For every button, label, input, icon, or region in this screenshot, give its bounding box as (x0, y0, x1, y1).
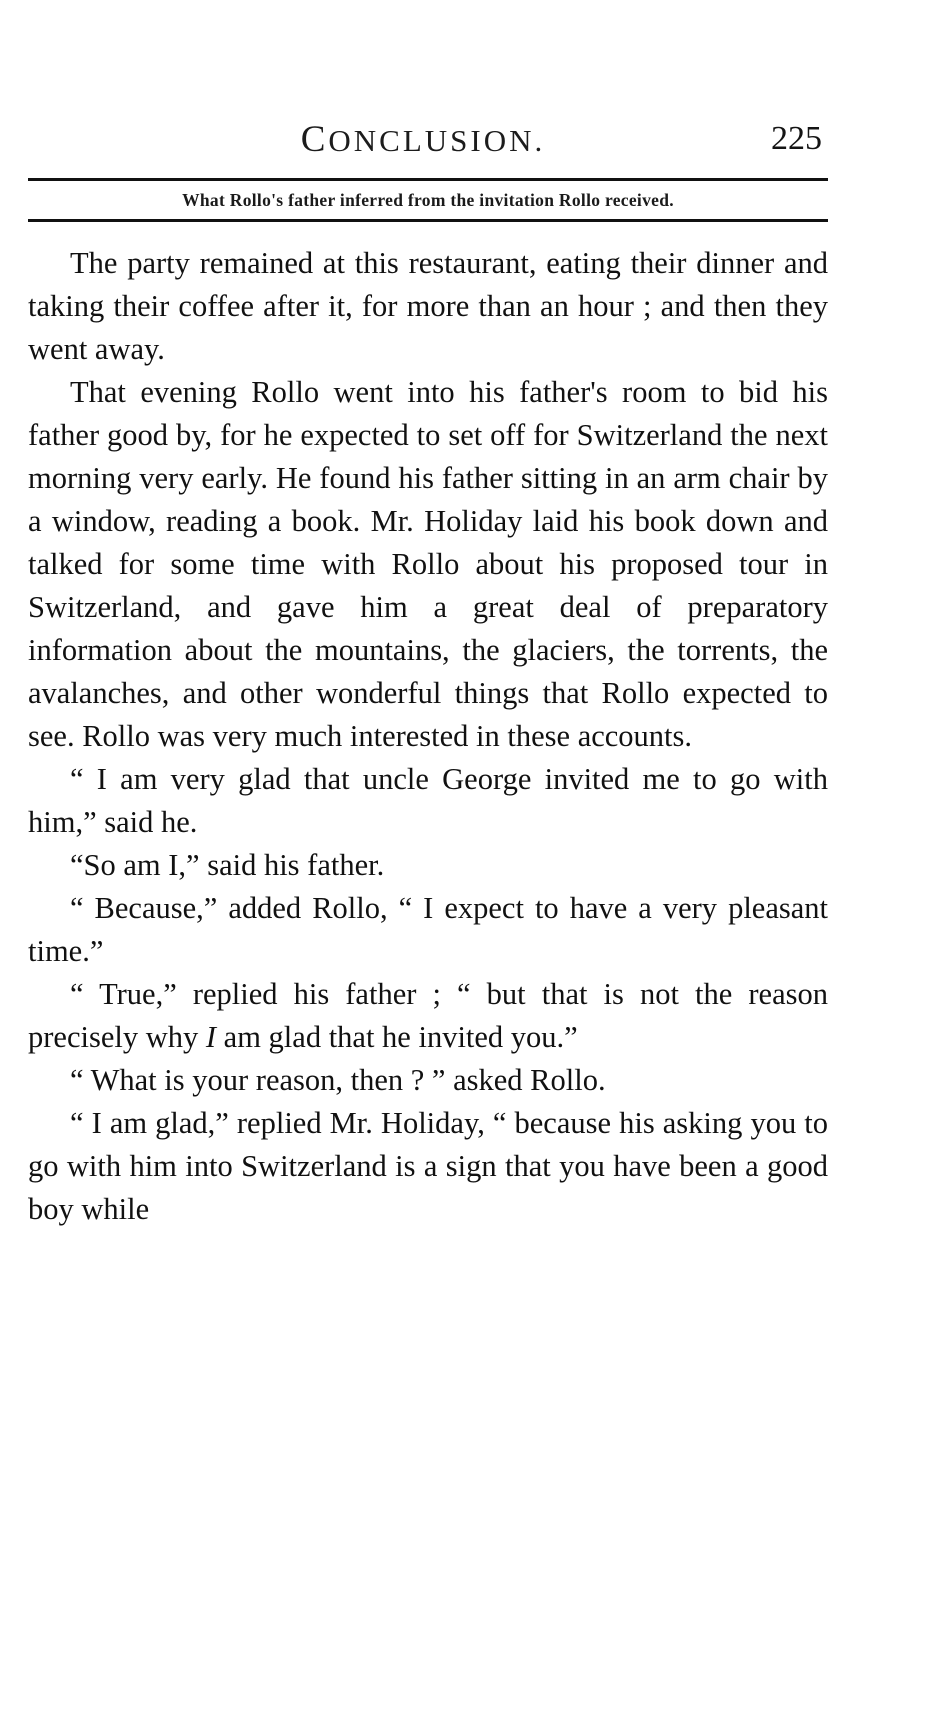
running-head: CONCLUSION. (300, 119, 546, 160)
paragraph: That evening Rollo went into his father's room to bid his father good by, for he expected to set off for Switzerland the next morning very early. He found his father sitting in an arm chair by a window, reading a book. Mr. Holiday laid his book down and talked for some time with Rollo about his proposed tour in Switzerland, and gave him a great deal of preparatory information about the mountains, the glaciers, the torrents, the avalanches, and other wonderful things that Rollo expected to see. Rollo was very much interested in these accounts. (28, 375, 828, 753)
paragraph: “ I am very glad that uncle George invited me to go with him,” said he. (28, 762, 828, 839)
page-header (28, 118, 828, 170)
paragraph: “So am I,” said his father. (70, 848, 385, 882)
paragraph: “ What is your reason, then ? ” asked Rollo. (70, 1063, 606, 1097)
paragraph: “ Because,” added Rollo, “ I expect to have a very pleasant time.” (28, 891, 828, 968)
page-subhead: What Rollo's father inferred from the invitation Rollo received. (182, 190, 674, 210)
paragraph: “ I am glad,” replied Mr. Holiday, “ because his asking you to go with him into Switzerland is a sign that you have been a good boy while (28, 1106, 828, 1226)
paragraph: The party remained at this restaurant, eating their dinner and taking their coffee after it, for more than an hour ; and then they went away. (28, 246, 828, 366)
body-text (28, 242, 828, 1231)
page-content (28, 118, 828, 1231)
page-number: 225 (771, 120, 822, 157)
paragraph: “ True,” replied his father ; “ but that is not the reason precisely why I am glad that he invited you.” (28, 977, 828, 1054)
header-rule-bottom (28, 219, 828, 222)
